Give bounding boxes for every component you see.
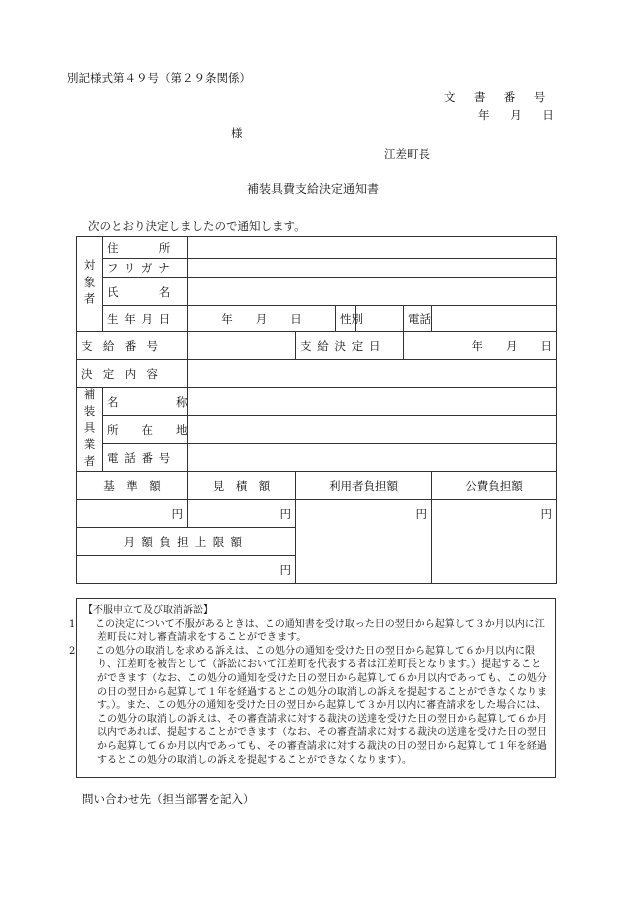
phone-value[interactable] bbox=[432, 306, 557, 332]
name-label: 氏 名 bbox=[103, 278, 188, 306]
decision-content-value[interactable] bbox=[188, 360, 557, 388]
decision-date-value[interactable]: 年 月 日 bbox=[404, 332, 557, 360]
furigana-value[interactable] bbox=[188, 259, 557, 278]
vendor-phone-label: 電話番号 bbox=[103, 444, 188, 472]
monthly-cap-value[interactable]: 円 bbox=[77, 556, 296, 584]
user-burden-value[interactable]: 円 bbox=[296, 500, 432, 584]
decision-date-label: 支給決定日 bbox=[296, 332, 404, 360]
public-burden-label: 公費負担額 bbox=[432, 472, 557, 500]
notice-item-2-number: 2 bbox=[69, 645, 76, 657]
subject-group-label: 対象者 bbox=[77, 237, 103, 332]
notice-heading: 【不服申立て及び取消訴訟】 bbox=[83, 605, 213, 616]
name-value[interactable] bbox=[188, 278, 557, 306]
contact-footer: 問い合わせ先（担当部署を記入） bbox=[82, 792, 255, 806]
standard-amount-value[interactable]: 円 bbox=[77, 500, 188, 528]
monthly-cap-label: 月額負担上限額 bbox=[77, 528, 296, 556]
vendor-location-value[interactable] bbox=[188, 416, 557, 444]
notice-item-1-number: 1 bbox=[69, 618, 76, 630]
birth-date-label: 生年月日 bbox=[103, 306, 188, 332]
standard-amount-label: 基 準 額 bbox=[77, 472, 188, 500]
payment-number-value[interactable] bbox=[188, 332, 296, 360]
vendor-phone-value[interactable] bbox=[188, 444, 557, 472]
notice-item-1 bbox=[69, 618, 549, 645]
decision-form-table bbox=[76, 236, 557, 584]
document-title: 補装具費支給決定通知書 bbox=[247, 182, 380, 196]
gender-label: 性別 bbox=[336, 306, 356, 332]
notice-item-2 bbox=[69, 645, 549, 767]
issue-date: 年 月 日 bbox=[478, 108, 559, 122]
appeal-notice-box bbox=[69, 598, 556, 778]
vendor-name-label: 名 称 bbox=[103, 388, 188, 416]
form-number: 別記様式第４９号（第２９条関係） bbox=[67, 71, 251, 85]
public-burden-value[interactable]: 円 bbox=[432, 500, 557, 584]
issuer-name: 江差町長 bbox=[384, 147, 430, 161]
estimate-amount-label: 見 積 額 bbox=[188, 472, 296, 500]
document-number-label: 文 書 番 号 bbox=[444, 90, 549, 104]
address-value[interactable] bbox=[188, 237, 557, 259]
payment-number-label: 支給番号 bbox=[77, 332, 188, 360]
notice-item-2-text: この処分の取消しを求める訴えは、この処分の通知を受けた日の翌日から起算して６か月以内に限り、江差町を被告として（訴訟において江差町を代表する者は江差町長となります。）提起することができます（なお、この処分の通知を受けた日の翌日から起算して６か月以内であっても、この処分の日の翌日から起算して１年を経過するとこの処分の取消しの訴えを提起することができなくなります。）。また、この処分の通知を受けた日の翌日から起算して３か月以内に審査請求をした場合には、この処分の取消しの訴えは、その審査請求に対する裁決の送達を受けた日の翌日から起算して６か月以内であれば、提起することができます（なお、その審査請求に対する裁決の送達を受けた日の翌日から起算して６か月以内であっても、その審査請求に対する裁決の日の翌日から起算して１年を経過するとこの処分の取消しの訴えを提起することができなくなります）。 bbox=[95, 645, 547, 766]
vendor-location-label: 所 在 地 bbox=[103, 416, 188, 444]
recipient-suffix: 様 bbox=[231, 126, 243, 140]
address-label: 住 所 bbox=[103, 237, 188, 259]
vendor-group-label: 補装具業者 bbox=[77, 388, 103, 472]
notice-item-1-text: この決定について不服があるときは、この通知書を受け取った日の翌日から起算して３か月以内に江差町長に対し審査請求をすることができます。 bbox=[95, 618, 545, 644]
estimate-amount-value[interactable]: 円 bbox=[188, 500, 296, 528]
intro-text: 次のとおり決定しましたので通知します。 bbox=[88, 219, 306, 233]
vendor-name-value[interactable] bbox=[188, 388, 557, 416]
user-burden-label: 利用者負担額 bbox=[296, 472, 432, 500]
phone-label: 電話 bbox=[404, 306, 432, 332]
decision-content-label: 決定内容 bbox=[77, 360, 188, 388]
birth-date-value[interactable]: 年 月 日 bbox=[188, 306, 336, 332]
furigana-label: フリガナ bbox=[103, 259, 188, 278]
